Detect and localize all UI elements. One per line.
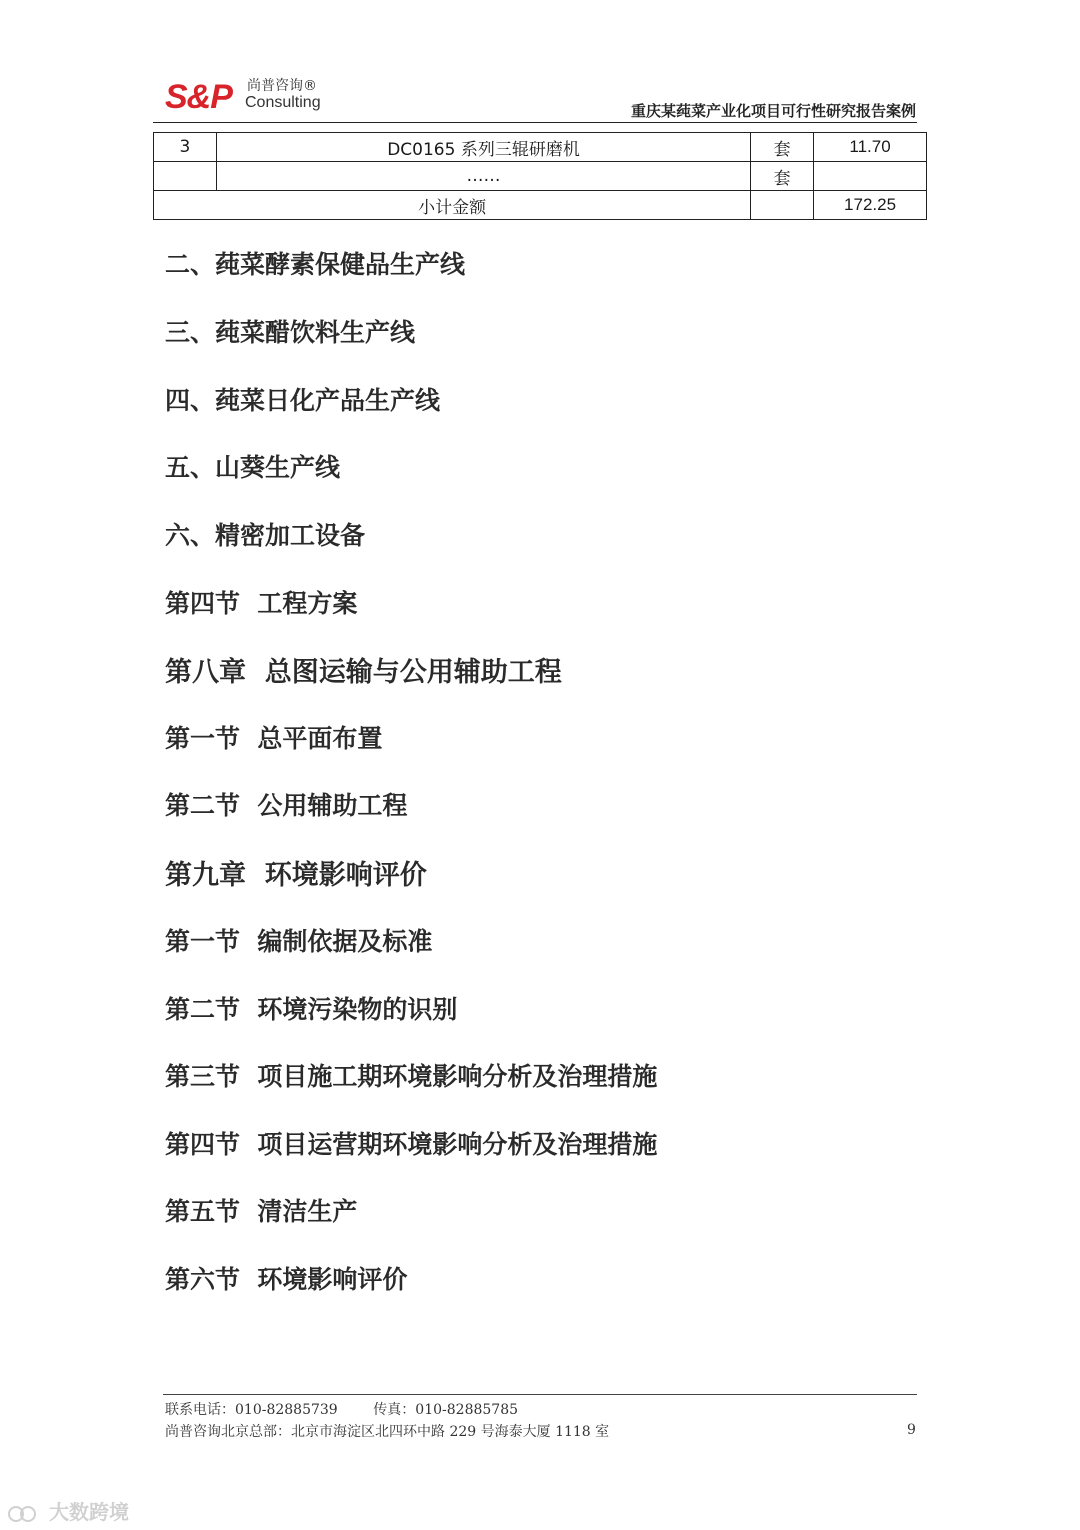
toc-chapter: 第九章 环境影响评价 bbox=[165, 860, 427, 891]
subtotal-row bbox=[154, 191, 927, 220]
toc-item: 四、莼菜日化产品生产线 bbox=[165, 386, 441, 415]
toc-item: 第一节 编制依据及标准 bbox=[165, 927, 433, 956]
subtotal-label: 小计金额 bbox=[154, 191, 751, 220]
logo-mark: S&P bbox=[165, 78, 232, 116]
subtotal-unit bbox=[751, 191, 814, 220]
equipment-name: DC0165 系列三辊研磨机 bbox=[216, 133, 750, 162]
toc-item: 六、精密加工设备 bbox=[165, 521, 366, 550]
unit: 套 bbox=[751, 133, 814, 162]
equipment-table bbox=[153, 132, 927, 220]
toc-item: 第四节 工程方案 bbox=[165, 589, 358, 618]
toc-item: 第一节 总平面布置 bbox=[165, 724, 383, 753]
amount: 11.70 bbox=[814, 133, 927, 162]
header-divider bbox=[153, 122, 917, 123]
row-number bbox=[154, 162, 217, 191]
footer-contact: 联系电话：010-82885739 传真：010-82885785 bbox=[165, 1402, 519, 1418]
toc-item: 第五节 清洁生产 bbox=[165, 1197, 358, 1226]
toc-item: 第四节 项目运营期环境影响分析及治理措施 bbox=[165, 1130, 658, 1159]
footer-address: 尚普咨询北京总部：北京市海淀区北四环中路 229 号海泰大厦 1118 室 bbox=[165, 1424, 610, 1440]
watermark bbox=[8, 1496, 129, 1525]
amount bbox=[814, 162, 927, 191]
toc-chapter: 第八章 总图运输与公用辅助工程 bbox=[165, 657, 562, 688]
company-logo bbox=[165, 78, 335, 116]
footer-divider bbox=[163, 1394, 917, 1395]
subtotal-amount: 172.25 bbox=[814, 191, 927, 220]
toc-item: 第六节 环境影响评价 bbox=[165, 1265, 408, 1294]
toc-item: 第三节 项目施工期环境影响分析及治理措施 bbox=[165, 1062, 658, 1091]
logo-chinese-name: 尚普咨询® bbox=[247, 78, 317, 94]
toc-item: 第二节 环境污染物的识别 bbox=[165, 995, 458, 1024]
equipment-name: …… bbox=[216, 162, 750, 191]
document-title: 重庆某莼菜产业化项目可行性研究报告案例 bbox=[630, 102, 916, 120]
toc-item: 五、山葵生产线 bbox=[165, 453, 341, 482]
unit: 套 bbox=[751, 162, 814, 191]
watermark-logo-icon bbox=[8, 1504, 38, 1524]
toc-item: 三、莼菜醋饮料生产线 bbox=[165, 318, 416, 347]
watermark-text: 大数跨境 bbox=[48, 1500, 129, 1524]
toc-item: 二、莼菜酵素保健品生产线 bbox=[165, 250, 466, 279]
toc-item: 第二节 公用辅助工程 bbox=[165, 791, 408, 820]
logo-english-name: Consulting bbox=[245, 94, 321, 111]
table-row bbox=[154, 162, 927, 191]
row-number: 3 bbox=[154, 133, 217, 162]
table-row bbox=[154, 133, 927, 162]
page-number: 9 bbox=[907, 1422, 916, 1438]
